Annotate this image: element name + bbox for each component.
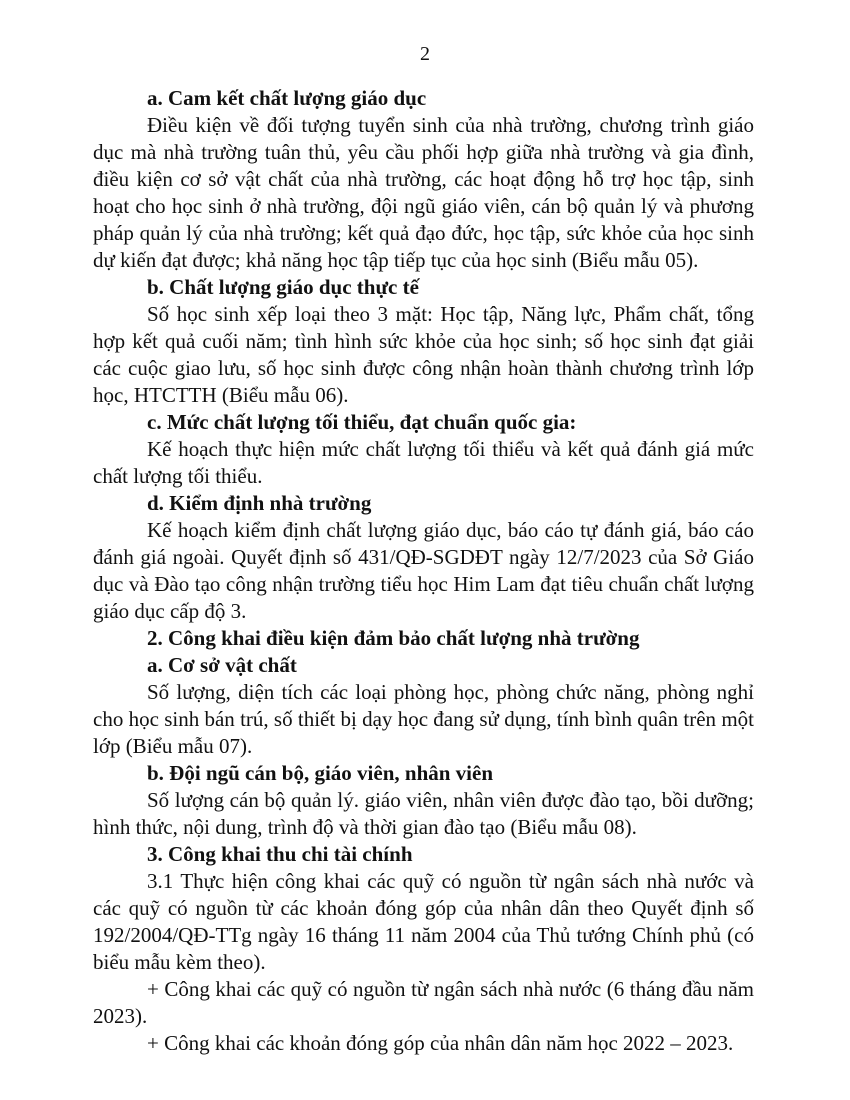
heading-doi-ngu-can-bo: b. Đội ngũ cán bộ, giáo viên, nhân viên: [147, 761, 494, 785]
paragraph-co-so-vat-chat: Số lượng, diện tích các loại phòng học, phòng chức năng, phòng nghỉ cho học sinh bán trú, số thiết bị dạy học đang sử dụng, tính bình quân trên một lớp (Biểu mẫu 07).: [93, 680, 754, 758]
paragraph-kiem-dinh-nha-truong: Kế hoạch kiểm định chất lượng giáo dục, báo cáo tự đánh giá, báo cáo đánh giá ngoài. Quyết định số 431/QĐ-SGDĐT ngày 12/7/2023 của Sở Giáo dục và Đào tạo công nhận trường tiểu học Him Lam đạt tiêu chuẩn chất lượng giáo dục cấp độ 3.: [93, 518, 754, 623]
heading-co-so-vat-chat: a. Cơ sở vật chất: [147, 653, 297, 677]
paragraph-cam-ket-noi-dung: Điều kiện về đối tượng tuyển sinh của nhà trường, chương trình giáo dục mà nhà trường tuân thủ, yêu cầu phối hợp giữa nhà trường và gia đình, điều kiện cơ sở vật chất của nhà trường, các hoạt động hỗ trợ học tập, sinh hoạt cho học sinh ở nhà trường, đội ngũ giáo viên, cán bộ quản lý và phương pháp quản lý của nhà trường; kết quả đạo đức, học tập, sức khỏe của học sinh dự kiến đạt được; khả năng học tập tiếp tục của học sinh (Biểu mẫu 05).: [93, 113, 754, 272]
heading-chat-luong-thuc-te: b. Chất lượng giáo dục thực tế: [147, 275, 419, 299]
heading-muc-chat-luong-toi-thieu: c. Mức chất lượng tối thiểu, đạt chuẩn quốc gia:: [147, 410, 577, 434]
paragraph-chat-luong-thuc-te: Số học sinh xếp loại theo 3 mặt: Học tập, Năng lực, Phẩm chất, tổng hợp kết quả cuối năm; tình hình sức khỏe của học sinh; số học sinh đạt giải các cuộc giao lưu, số học sinh được công nhận hoàn thành chương trình lớp học, HTCTTH (Biểu mẫu 06).: [93, 302, 754, 407]
heading-cong-khai-dieu-kien: 2. Công khai điều kiện đảm bảo chất lượng nhà trường: [147, 626, 640, 650]
paragraph-cong-khai-quy-ngan-sach: + Công khai các quỹ có nguồn từ ngân sách nhà nước (6 tháng đầu năm 2023).: [93, 977, 754, 1028]
document-content: [93, 85, 754, 1057]
paragraph-doi-ngu-can-bo: Số lượng cán bộ quản lý. giáo viên, nhân viên được đào tạo, bồi dưỡng; hình thức, nội dung, trình độ và thời gian đào tạo (Biểu mẫu 08).: [93, 788, 754, 839]
page-number: 2: [420, 43, 430, 65]
heading-kiem-dinh-nha-truong: d. Kiểm định nhà trường: [147, 491, 372, 515]
heading-cong-khai-thu-chi: 3. Công khai thu chi tài chính: [147, 842, 413, 866]
paragraph-thu-chi-3-1: 3.1 Thực hiện công khai các quỹ có nguồn từ ngân sách nhà nước và các quỹ có nguồn từ các khoản đóng góp của nhân dân theo Quyết định số 192/2004/QĐ-TTg ngày 16 tháng 11 năm 2004 của Thủ tướng Chính phủ (có biểu mẫu kèm theo).: [93, 869, 754, 974]
heading-cam-ket-chat-luong: a. Cam kết chất lượng giáo dục: [147, 86, 427, 110]
paragraph-muc-chat-luong-toi-thieu: Kế hoạch thực hiện mức chất lượng tối thiểu và kết quả đánh giá mức chất lượng tối thiểu.: [93, 437, 754, 488]
paragraph-cong-khai-dong-gop: + Công khai các khoản đóng góp của nhân dân năm học 2022 – 2023.: [147, 1031, 734, 1055]
